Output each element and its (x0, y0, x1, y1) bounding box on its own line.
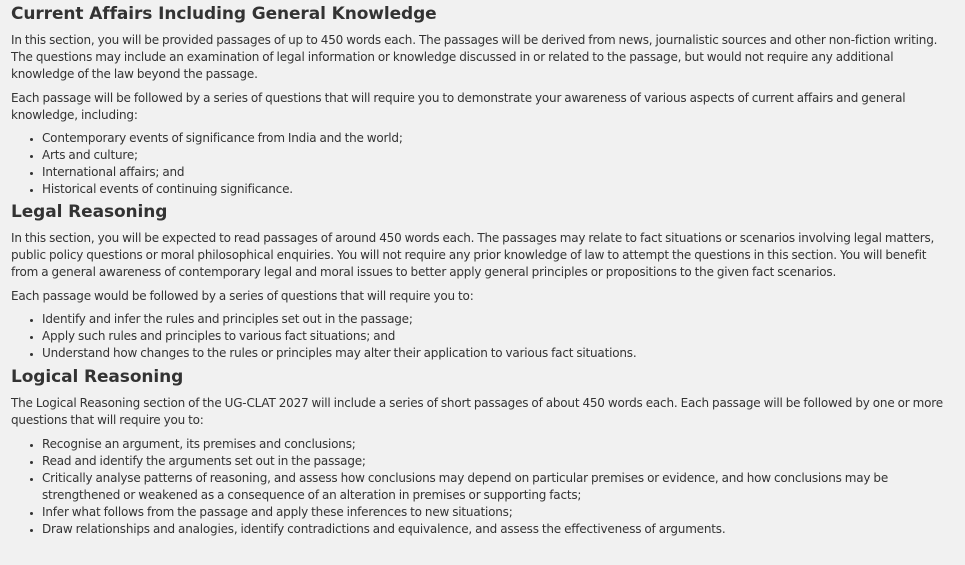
bullet-list (11, 130, 954, 198)
list-item: • Infer what follows from the passage and apply these inferences to new situations; (42, 504, 954, 521)
section-paragraph: The Logical Reasoning section of the UG-CLAT 2027 will include a series of short passages of about 450 words each. Each passage will be followed by one or more questions that will require you to: (11, 396, 943, 427)
section-paragraph: Each passage will be followed by a series of questions that will require you to demonstrate your awareness of various aspects of current affairs and general knowledge, including: (11, 91, 906, 122)
bullet-list (11, 436, 954, 538)
section-logical-reasoning (11, 366, 954, 538)
list-item: • Historical events of continuing significance. (42, 181, 954, 198)
list-item: • Understand how changes to the rules or principles may alter their application to various fact situations. (42, 345, 954, 362)
section-paragraph: Each passage would be followed by a series of questions that will require you to: (11, 289, 474, 303)
section-title: Logical Reasoning (11, 367, 184, 387)
section-paragraph: In this section, you will be expected to read passages of around 450 words each. The passages may relate to fact situations or scenarios involving legal matters, public policy questions or moral philosophical enquiries. You will not require any prior knowledge of law to attempt the questions in this section. You will benefit from a general awareness of contemporary legal and moral issues to better apply general principles or propositions to the given fact scenarios. (11, 231, 935, 279)
list-item: • International affairs; and (42, 164, 954, 181)
section-current-affairs (11, 3, 954, 198)
list-item: • Read and identify the arguments set out in the passage; (42, 453, 954, 470)
list-item: • Arts and culture; (42, 147, 954, 164)
bullet-list (11, 311, 954, 362)
list-item: • Identify and infer the rules and principles set out in the passage; (42, 311, 954, 328)
list-item: • Critically analyse patterns of reasoning, and assess how conclusions may depend on particular premises or evidence, and how conclusions may be strengthened or weakened as a consequence of an alteration in premises or supporting facts; (42, 470, 954, 504)
section-title: Current Affairs Including General Knowledge (11, 4, 437, 24)
list-item: • Apply such rules and principles to various fact situations; and (42, 328, 954, 345)
section-title: Legal Reasoning (11, 202, 168, 222)
list-item: • Draw relationships and analogies, identify contradictions and equivalence, and assess the effectiveness of arguments. (42, 521, 954, 538)
list-item: • Recognise an argument, its premises and conclusions; (42, 436, 954, 453)
list-item: • Contemporary events of significance from India and the world; (42, 130, 954, 147)
section-legal-reasoning (11, 201, 954, 362)
section-paragraph: In this section, you will be provided passages of up to 450 words each. The passages will be derived from news, journalistic sources and other non-fiction writing. The questions may include an examination of legal information or knowledge discussed in or related to the passage, but would not require any additional knowledge of the law beyond the passage. (11, 33, 938, 81)
